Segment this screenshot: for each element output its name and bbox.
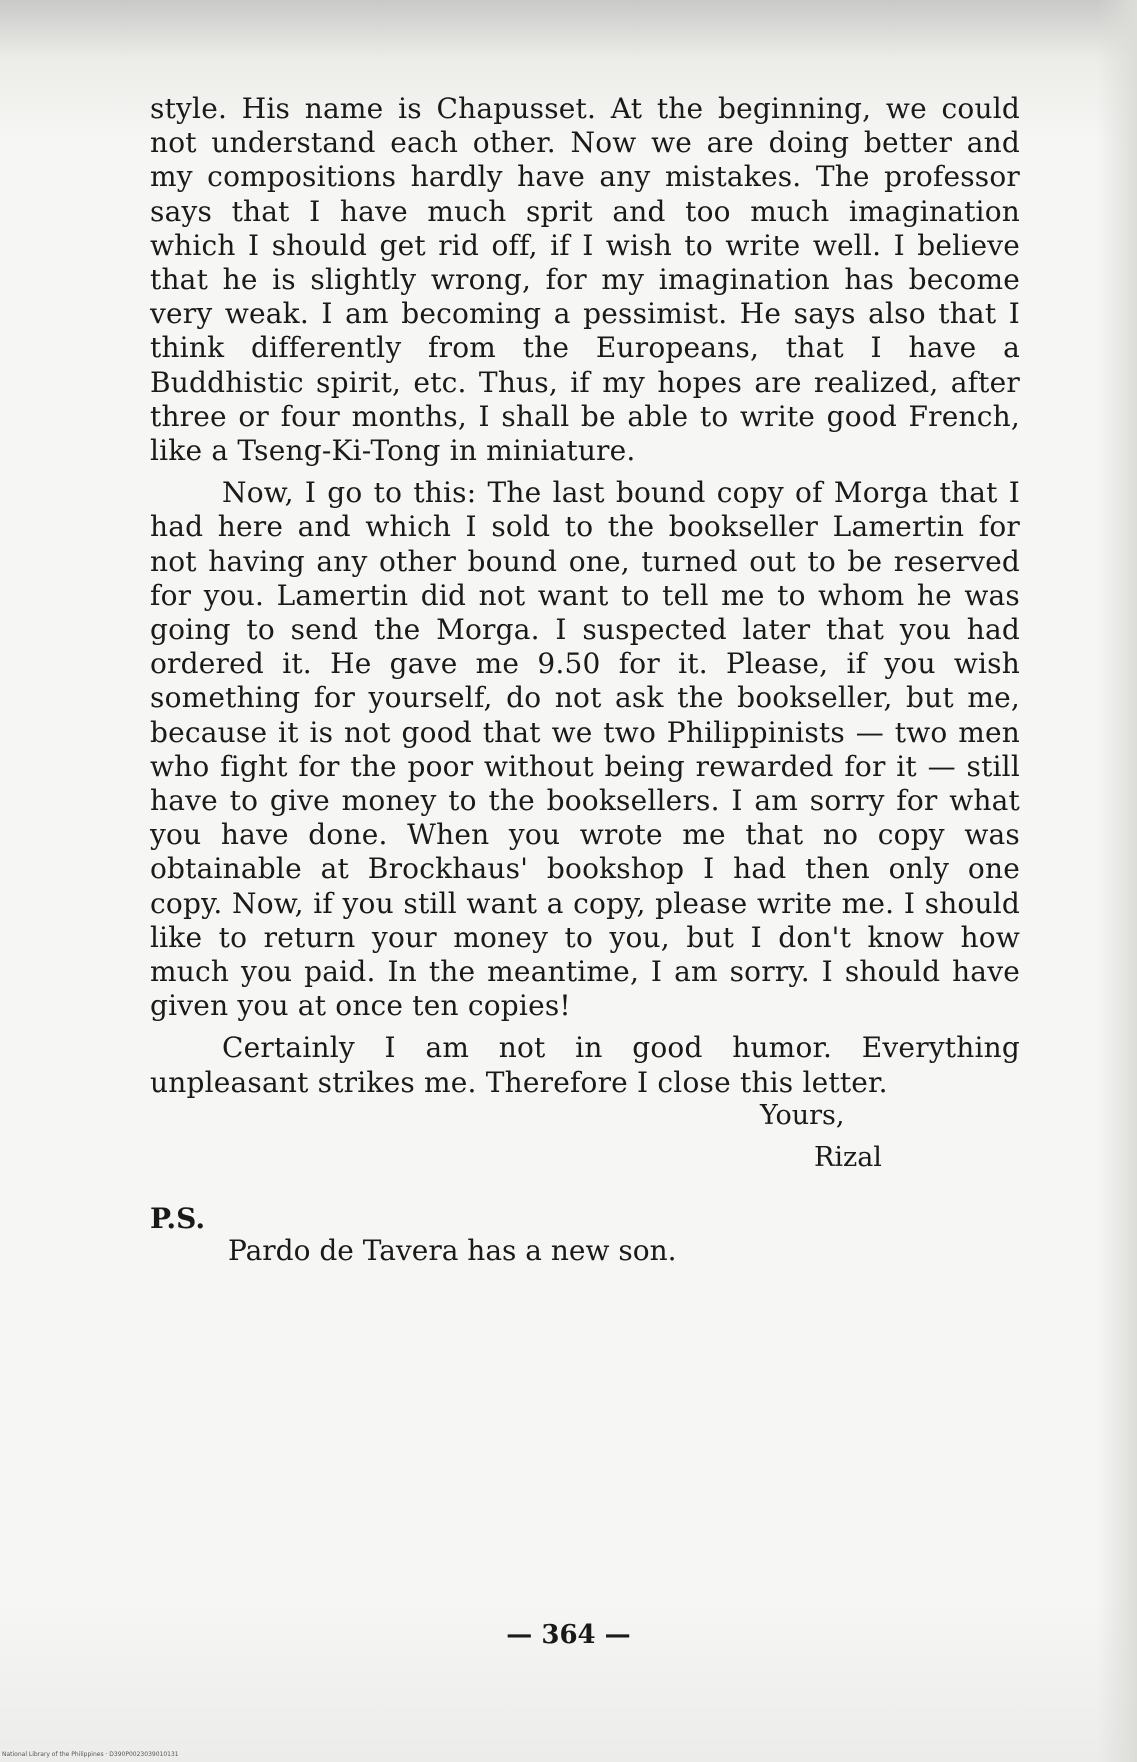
page-edge-shadow: [1097, 0, 1137, 1762]
paragraph-1: style. His name is Chapusset. At the beginning, we could not understand each other. Now we are doing better and my compositions hardly have any mistakes. The professor says that I have much sprit and too much imagination which I should get rid off, if I wish to write well. I believe that he is slightly wrong, for my imagination has become very weak. I am becoming a pessimist. He says also that I think differently from the Europeans, that I have a Buddhistic spirit, etc. Thus, if my hopes are realized, after three or four months, I shall be able to write good French, like a Tseng-Ki-Tong in miniature.: [150, 92, 1020, 468]
signature: Rizal: [814, 1142, 882, 1173]
footer-note: National Library of the Philippines · D390P0023039010131: [2, 1751, 179, 1758]
letter-body: [150, 92, 1020, 1100]
paragraph-3: Certainly I am not in good humor. Everything unpleasant strikes me. Therefore I close this letter.: [150, 1031, 1020, 1099]
page-number: — 364 —: [506, 1620, 631, 1650]
postscript-label: P.S.: [150, 1202, 206, 1235]
closing-salutation: Yours,: [760, 1100, 845, 1131]
postscript-text: Pardo de Tavera has a new son.: [228, 1234, 677, 1267]
paragraph-2: Now, I go to this: The last bound copy of Morga that I had here and which I sold to the bookseller Lamertin for not having any other bound one, turned out to be reserved for you. Lamertin did not want to tell me to whom he was going to send the Morga. I suspected later that you had ordered it. He gave me 9.50 for it. Please, if you wish something for yourself, do not ask the bookseller, but me, because it is not good that we two Philippinists — two men who fight for the poor without being rewarded for it — still have to give money to the booksellers. I am sorry for what you have done. When you wrote me that no copy was obtainable at Brockhaus' bookshop I had then only one copy. Now, if you still want a copy, please write me. I should like to return your money to you, but I don't know how much you paid. In the meantime, I am sorry. I should have given you at once ten copies!: [150, 476, 1020, 1023]
